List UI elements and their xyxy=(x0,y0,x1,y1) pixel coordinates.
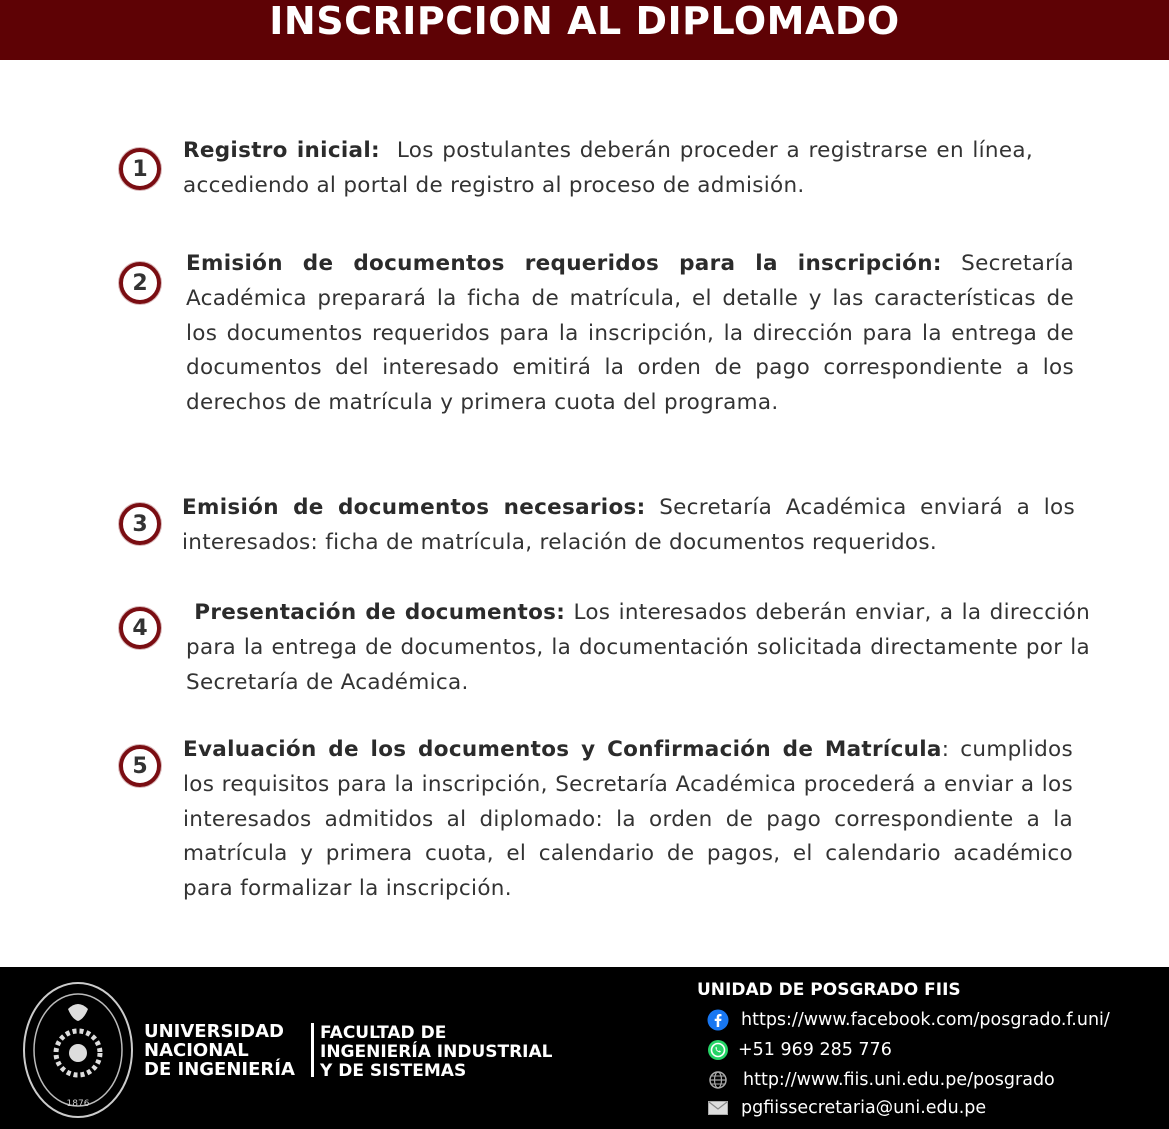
step-heading: Registro inicial: xyxy=(183,138,380,163)
university-seal-logo xyxy=(22,981,134,1119)
step-text xyxy=(186,596,1090,700)
contact-facebook[interactable] xyxy=(707,1009,1110,1031)
university-line: UNIVERSIDAD xyxy=(144,1021,284,1042)
contact-website[interactable] xyxy=(707,1069,1055,1091)
step-number-circle: 3 xyxy=(119,503,161,545)
step-heading: Evaluación de los documentos y Confirmación de Matrícula xyxy=(183,737,942,762)
step-body: Los interesados deberán enviar, a la dirección para la entrega de documentos, la documentación solicitada directamente por la Secretaría de Académica. xyxy=(186,600,1090,695)
university-name xyxy=(144,1022,295,1079)
unit-title: UNIDAD DE POSGRADO FIIS xyxy=(697,980,961,1000)
step-number-circle: 2 xyxy=(119,262,161,304)
step-text xyxy=(183,134,1033,204)
contact-value: +51 969 285 776 xyxy=(738,1040,892,1060)
step-heading: Emisión de documentos requeridos para la inscripción: xyxy=(186,251,942,276)
step-text xyxy=(183,733,1073,907)
contact-email[interactable] xyxy=(707,1097,986,1119)
step-body: Los postulantes deberán proceder a registrarse en línea, accediendo al portal de registro al proceso de admisión. xyxy=(183,138,1033,198)
faculty-name xyxy=(320,1024,553,1081)
contact-value: http://www.fiis.uni.edu.pe/posgrado xyxy=(743,1070,1055,1090)
mail-icon xyxy=(707,1097,729,1119)
footer xyxy=(0,967,1169,1129)
university-line: DE INGENIERÍA xyxy=(144,1059,295,1080)
step-text xyxy=(186,247,1074,421)
step-number-circle: 5 xyxy=(119,745,161,787)
facebook-icon xyxy=(707,1009,729,1031)
step-body: Secretaría Académica enviará a los interesados: ficha de matrícula, relación de documentos requeridos. xyxy=(182,495,1075,555)
university-line: NACIONAL xyxy=(144,1040,249,1061)
step-text xyxy=(182,491,1075,561)
page-header xyxy=(0,0,1169,60)
faculty-line: Y DE SISTEMAS xyxy=(320,1061,467,1081)
whatsapp-icon xyxy=(707,1039,729,1061)
step-number-circle: 1 xyxy=(119,148,161,190)
page-title: INSCRIPCION AL DIPLOMADO xyxy=(269,0,900,43)
globe-icon xyxy=(707,1069,729,1091)
step-body: Secretaría Académica preparará la ficha de matrícula, el detalle y las características de los documentos requeridos para la inscripción, la dirección para la entrega de documentos del interesado emitirá la orden de pago correspondiente a los derechos de matrícula y primera cuota del programa. xyxy=(186,251,1075,416)
step-heading: Presentación de documentos: xyxy=(194,600,566,625)
step-number-circle: 4 xyxy=(119,607,161,649)
contact-value: https://www.facebook.com/posgrado.f.uni/ xyxy=(741,1010,1110,1030)
seal-year: 1876 xyxy=(66,1099,90,1109)
step-heading: Emisión de documentos necesarios: xyxy=(182,495,646,520)
contact-whatsapp[interactable] xyxy=(707,1039,892,1061)
faculty-line: FACULTAD DE xyxy=(320,1023,447,1043)
divider xyxy=(311,1023,314,1077)
faculty-line: INGENIERÍA INDUSTRIAL xyxy=(320,1042,553,1062)
contact-value: pgfiissecretaria@uni.edu.pe xyxy=(741,1098,987,1118)
step-body: : cumplidos los requisitos para la inscripción, Secretaría Académica procederá a enviar a los interesados admitidos al diplomado: la orden de pago correspondiente a la matrícula y primera cuota, el calendario de pagos, el calendario académico para formalizar la inscripción. xyxy=(183,737,1073,902)
